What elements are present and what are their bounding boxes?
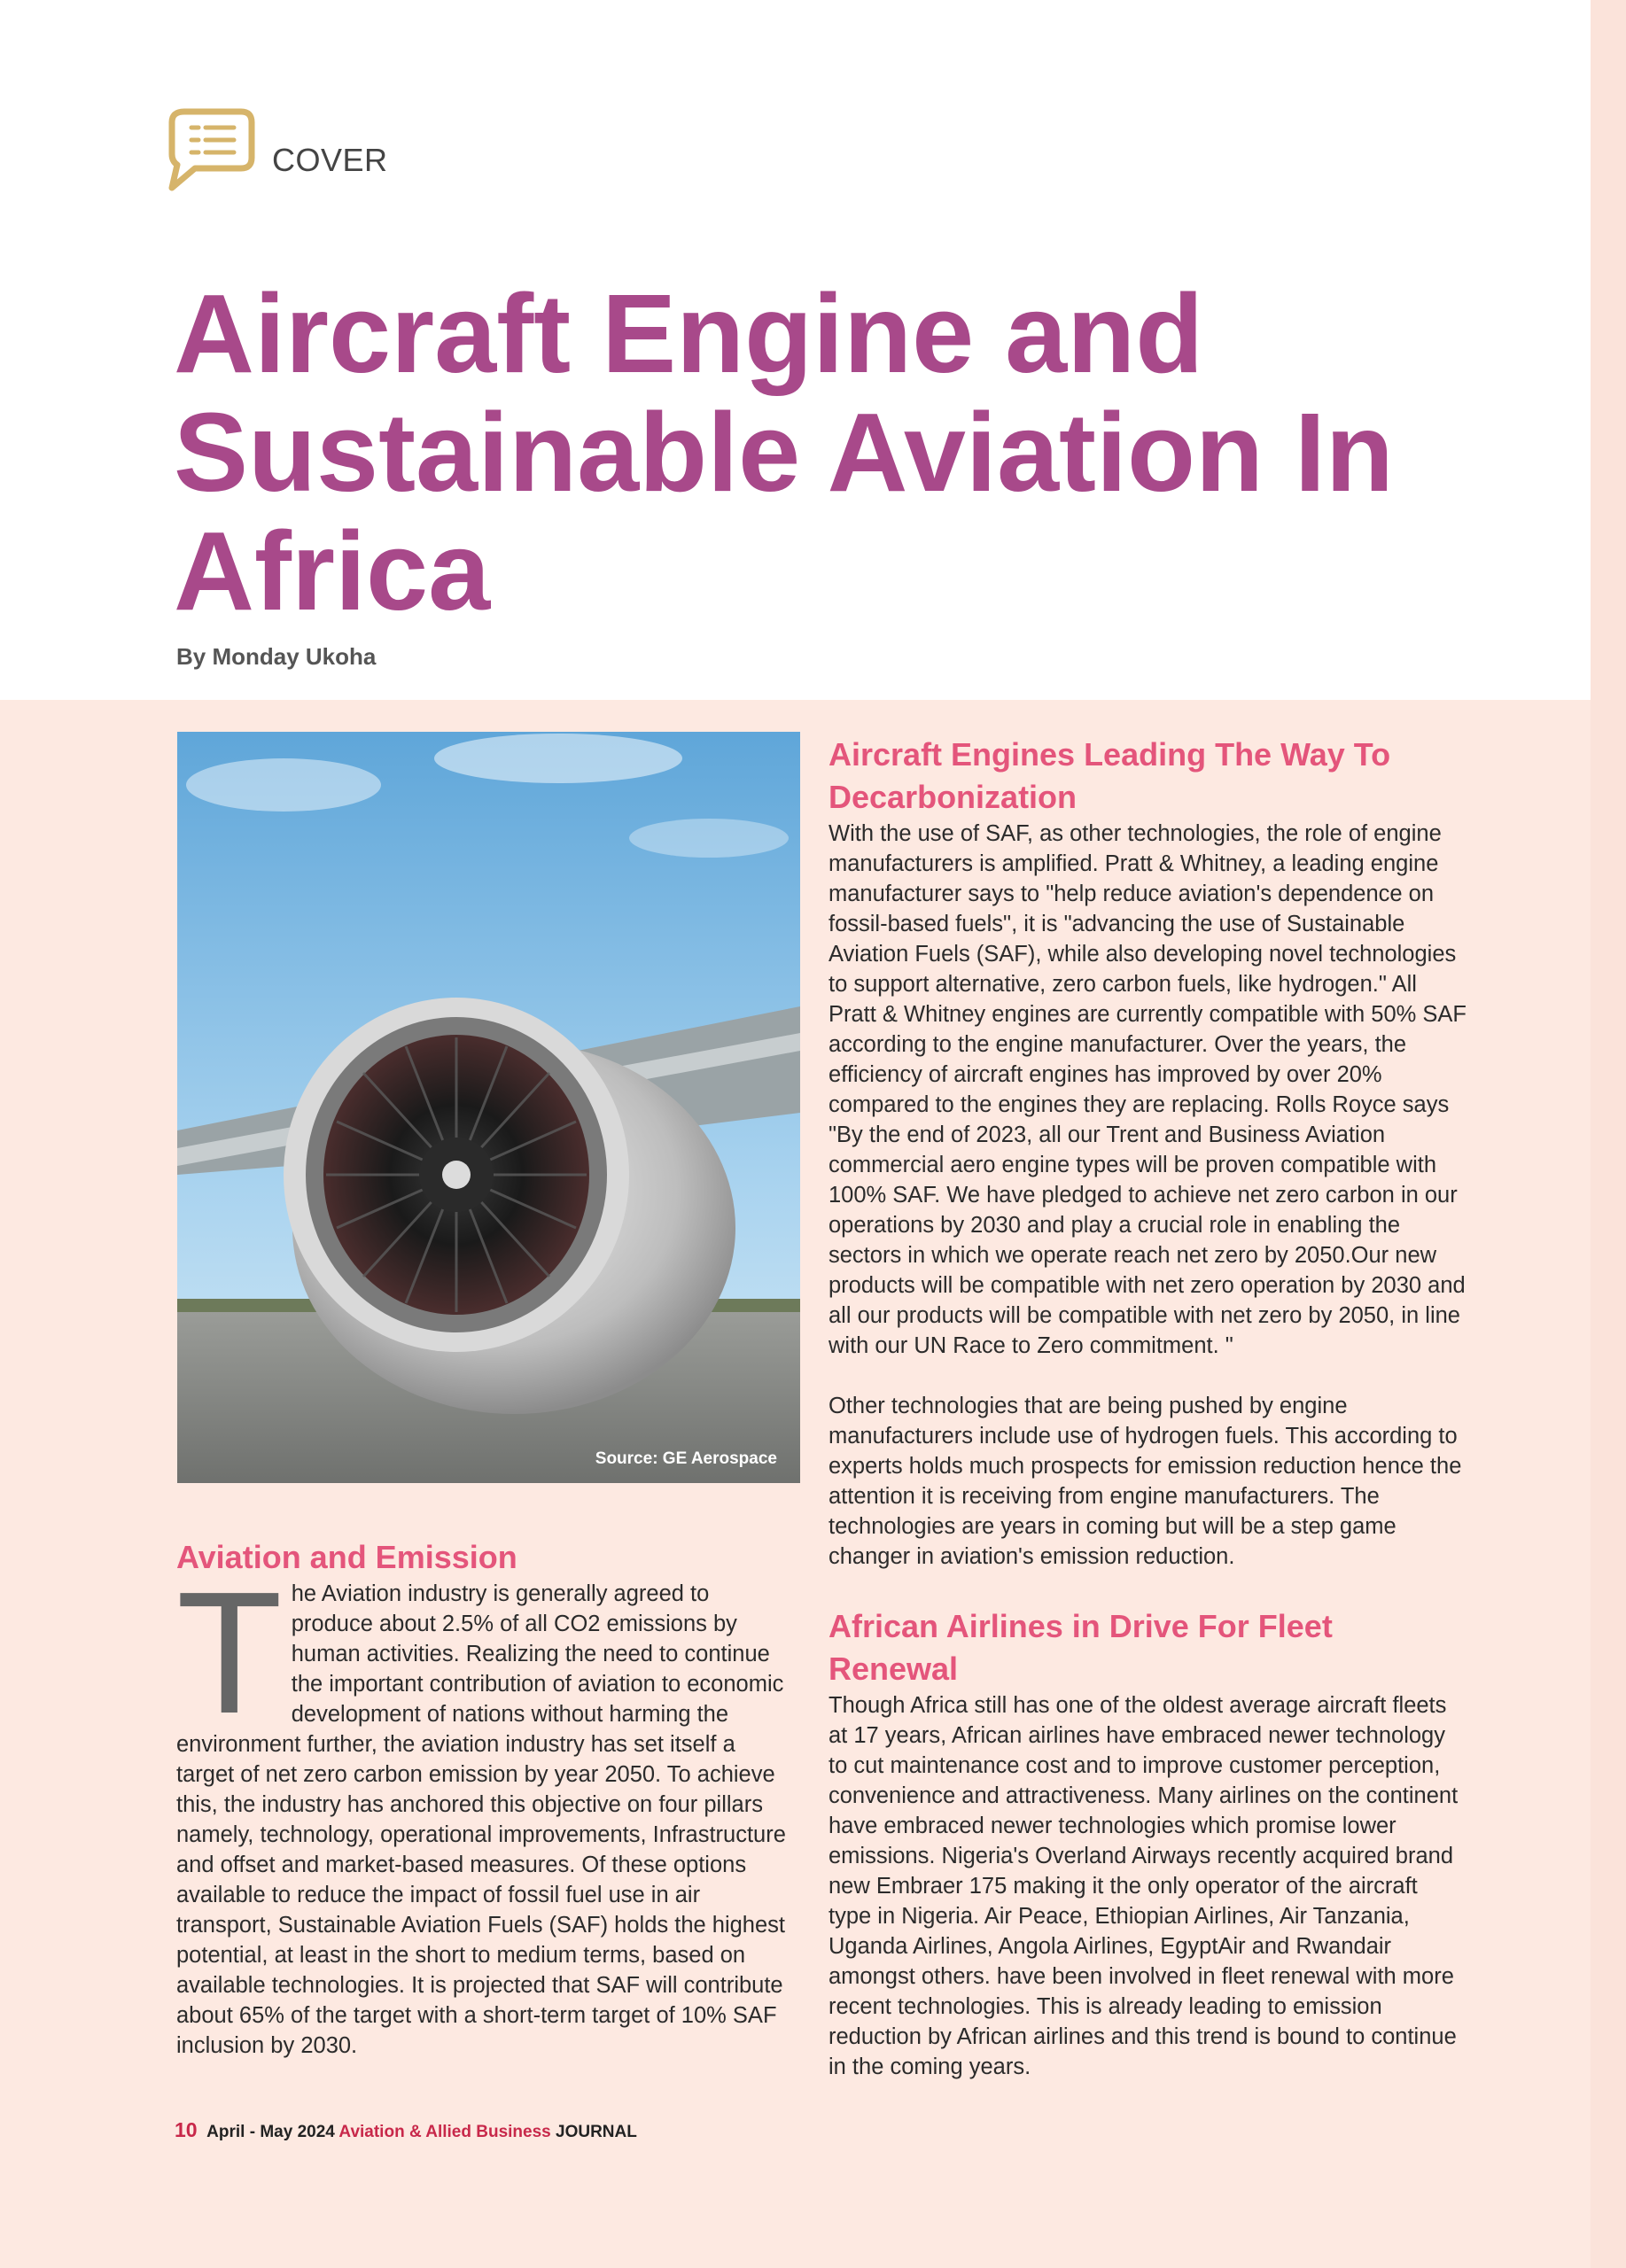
left-column (176, 1536, 797, 2061)
page-number: 10 (175, 2118, 198, 2141)
jet-engine-illustration (177, 732, 800, 1483)
photo-credit: Source: GE Aerospace (595, 1449, 777, 1468)
page-edge-strip (1591, 0, 1626, 2268)
engines-paragraph-2: Other technologies that are being pushed by engine manufacturers include use of hydrogen fuels. This according to experts holds much prospects for emission reduction hence the attention it is receiving from engine manufacturers. The technologies are years in coming but will be a step game changer in aviation's emission reduction. (829, 1394, 1462, 1569)
issue-date: April - May 2024 (206, 2123, 335, 2141)
paragraph-gap (829, 1361, 1467, 1391)
section-heading-fleet-renewal: African Airlines in Drive For Fleet Renewal (829, 1608, 1333, 1687)
magazine-suffix: JOURNAL (556, 2123, 637, 2141)
engine-photo (177, 732, 800, 1483)
right-column (829, 734, 1467, 2082)
article-title: Aircraft Engine and Sustainable Aviation In Africa (174, 271, 1394, 633)
page-footer (175, 2118, 637, 2142)
byline: By Monday Ukoha (176, 643, 377, 670)
speech-bubble-icon (167, 106, 257, 193)
section-heading-engines-decarbonization: Aircraft Engines Leading The Way To Decarbonization (829, 736, 1391, 815)
engines-paragraph-1: With the use of SAF, as other technologies, the role of engine manufacturers is amplified. Pratt & Whitney, a leading engine manufacturer says to "help reduce aviation's dependence on fossil-based fuels", it is "advancing the use of Sustainable Aviation Fuels (SAF), while also developing novel technologies to support alternative, zero carbon fuels, like hydrogen." All Pratt & Whitney engines are currently compatible with 50% SAF according to the engine manufacturer. Over the years, the efficiency of aircraft engines has improved by over 20% compared to the engines they are replacing. Rolls Royce says "By the end of 2023, all our Trent and Business Aviation commercial aero engine types will be proven compatible with 100% SAF. We have pledged to achieve net zero carbon in our operations by 2030 and play a crucial role in enabling the sectors in which we operate reach net zero by 2050.Our new products will be compatible with net zero operation by 2030 and all our products will be compatible with net zero by 2050, in line with our UN Race to Zero commitment. " (829, 821, 1467, 1358)
drop-cap: T (176, 1556, 283, 1750)
fleet-renewal-paragraph: Though Africa still has one of the oldest average aircraft fleets at 17 years, African airlines have embraced newer technology to cut maintenance cost and to improve customer perception, convenience and attractiveness. Many airlines on the continent have embraced newer technologies which promise lower emissions. Nigeria's Overland Airways recently acquired brand new Embraer 175 making it the only operator of the aircraft type in Nigeria. Air Peace, Ethiopian Airlines, Air Tanzania, Uganda Airlines, Angola Airlines, EgyptAir and Rwandair amongst others. have been involved in fleet renewal with more recent technologies. This is already leading to emission reduction by African airlines and this trend is bound to continue in the coming years. (829, 1693, 1459, 2079)
section-label: COVER (272, 142, 388, 178)
section-heading-aviation-emission: Aviation and Emission (176, 1539, 517, 1575)
aviation-emission-text: he Aviation industry is generally agreed to produce about 2.5% of all CO2 emissions by human activities. Realizing the need to continue the important contribution of aviation to economic development of nations without harming the environment further, the aviation industry has set itself a target of net zero carbon emission by year 2050. To achieve this, the industry has anchored this objective on four pillars namely, technology, operational improvements, Infrastructure and offset and market-based measures. Of these options available to reduce the impact of fossil fuel use in air transport, Sustainable Aviation Fuels (SAF) holds the highest potential, at least in the short to medium terms, based on available technologies. It is projected that SAF will contribute about 65% of the target with a short-term target of 10% SAF inclusion by 2030. (176, 1581, 786, 2058)
magazine-name: Aviation & Allied Business (338, 2123, 551, 2141)
section-gap (829, 1572, 1467, 1605)
